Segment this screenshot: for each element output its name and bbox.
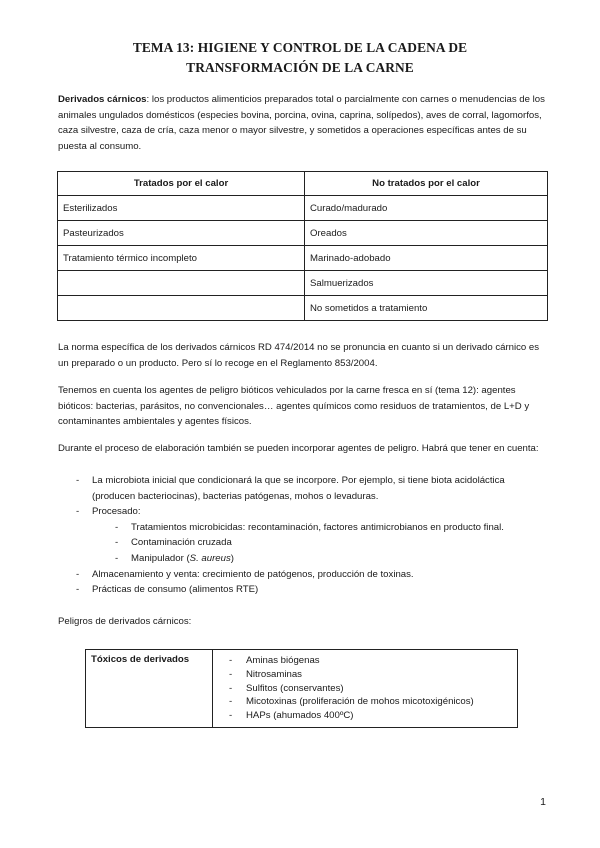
dash-marker: -: [115, 552, 119, 564]
table-cell: Salmuerizados: [305, 271, 548, 296]
definition-text: : los productos alimenticios preparados total o parcialmente con carnes o menudencias de los animales ungulados domésticos (especies bovina, porcina, ovina, caprina, solípedos), aves de corral, lagomorfos, caza silvestre, caza de cría, caza menor o mayor silvestre, y sometidos a operaciones específicas antes de su puesta al consumo.: [58, 94, 545, 152]
table-header-heat: Tratados por el calor: [58, 172, 305, 196]
dash-marker: -: [76, 584, 80, 596]
list-item: - Prácticas de consumo (alimentos RTE): [58, 582, 546, 598]
table-cell: [58, 296, 305, 321]
table-row: [58, 196, 548, 221]
table-cell: Oreados: [305, 221, 548, 246]
dash-marker: -: [115, 537, 119, 549]
norma-paragraph: La norma específica de los derivados cárnicos RD 474/2014 no se pronuncia en cuanto si un derivado cárnico es un preparado o un producto. Pero sí lo recoge en el Reglamento 853/2004.: [58, 342, 540, 369]
heat-treatment-table: [57, 171, 548, 321]
list-item: - Sulfitos (conservantes): [229, 682, 344, 694]
proceso-paragraph: Durante el proceso de elaboración también se pueden incorporar agentes de peligro. Habrá que tener en cuenta:: [58, 443, 539, 454]
title-line-2: TRANSFORMACIÓN DE LA CARNE: [186, 60, 414, 75]
table-row: [58, 246, 548, 271]
dash-marker: -: [76, 568, 80, 580]
page-title: [60, 38, 540, 78]
table-row: [58, 271, 548, 296]
definition-term: Derivados cárnicos: [58, 94, 147, 105]
agentes-paragraph: Tenemos en cuenta los agentes de peligro bióticos vehiculados por la carne fresca en sí (tema 12): agentes bióticos: bacterias, parásitos, no convencionales… agentes químicos como residuos de tratamientos, de L+D y contaminantes ambientales y agentes físicos.: [58, 385, 530, 428]
toxicos-label: Tóxicos de derivados: [91, 654, 190, 665]
table-cell: Marinado-adobado: [305, 246, 548, 271]
sub-list-item: - Contaminación cruzada: [58, 535, 546, 551]
table-cell: [58, 271, 305, 296]
definition-paragraph: [58, 92, 546, 154]
list-item: - Procesado:: [58, 504, 546, 520]
toxicos-list: [213, 654, 474, 723]
list-item: - Almacenamiento y venta: crecimiento de patógenos, producción de toxinas.: [58, 567, 546, 583]
sub-list-item: - Manipulador (S. aureus): [58, 551, 546, 567]
table-cell: Curado/madurado: [305, 196, 548, 221]
dash-marker: -: [115, 521, 119, 533]
list-item: - Micotoxinas (proliferación de mohos micotoxigénicos): [229, 696, 474, 708]
table-row: [58, 221, 548, 246]
title-line-1: TEMA 13: HIGIENE Y CONTROL DE LA CADENA DE: [132, 40, 468, 55]
peligros-heading: Peligros de derivados cárnicos:: [58, 616, 192, 627]
table-cell: No sometidos a tratamiento: [305, 296, 548, 321]
sub-list-item: - Tratamientos microbicidas: recontaminación, factores antimicrobianos en producto final.: [58, 520, 546, 536]
hazard-bullet-list: [58, 473, 546, 598]
table-row: [58, 296, 548, 321]
toxicos-table: [85, 649, 518, 728]
table-cell: Esterilizados: [58, 196, 305, 221]
list-item: - La microbiota inicial que condicionará la que se incorpore. Por ejemplo, si tiene biota acidoláctica (producen bacteriocinas), bacterias patógenas, mohos o levaduras.: [76, 475, 505, 502]
list-item: - HAPs (ahumados 400ºC): [229, 710, 354, 722]
list-item: - Aminas biógenas: [229, 655, 320, 666]
table-cell: Pasteurizados: [58, 221, 305, 246]
dash-marker: -: [76, 506, 80, 518]
table-header-row: [58, 172, 548, 196]
list-item: - Nitrosaminas: [229, 668, 302, 680]
table-cell: Tratamiento térmico incompleto: [58, 246, 305, 271]
dash-marker: -: [76, 475, 80, 486]
table-header-no-heat: No tratados por el calor: [305, 172, 548, 196]
page-number: 1: [540, 796, 546, 808]
